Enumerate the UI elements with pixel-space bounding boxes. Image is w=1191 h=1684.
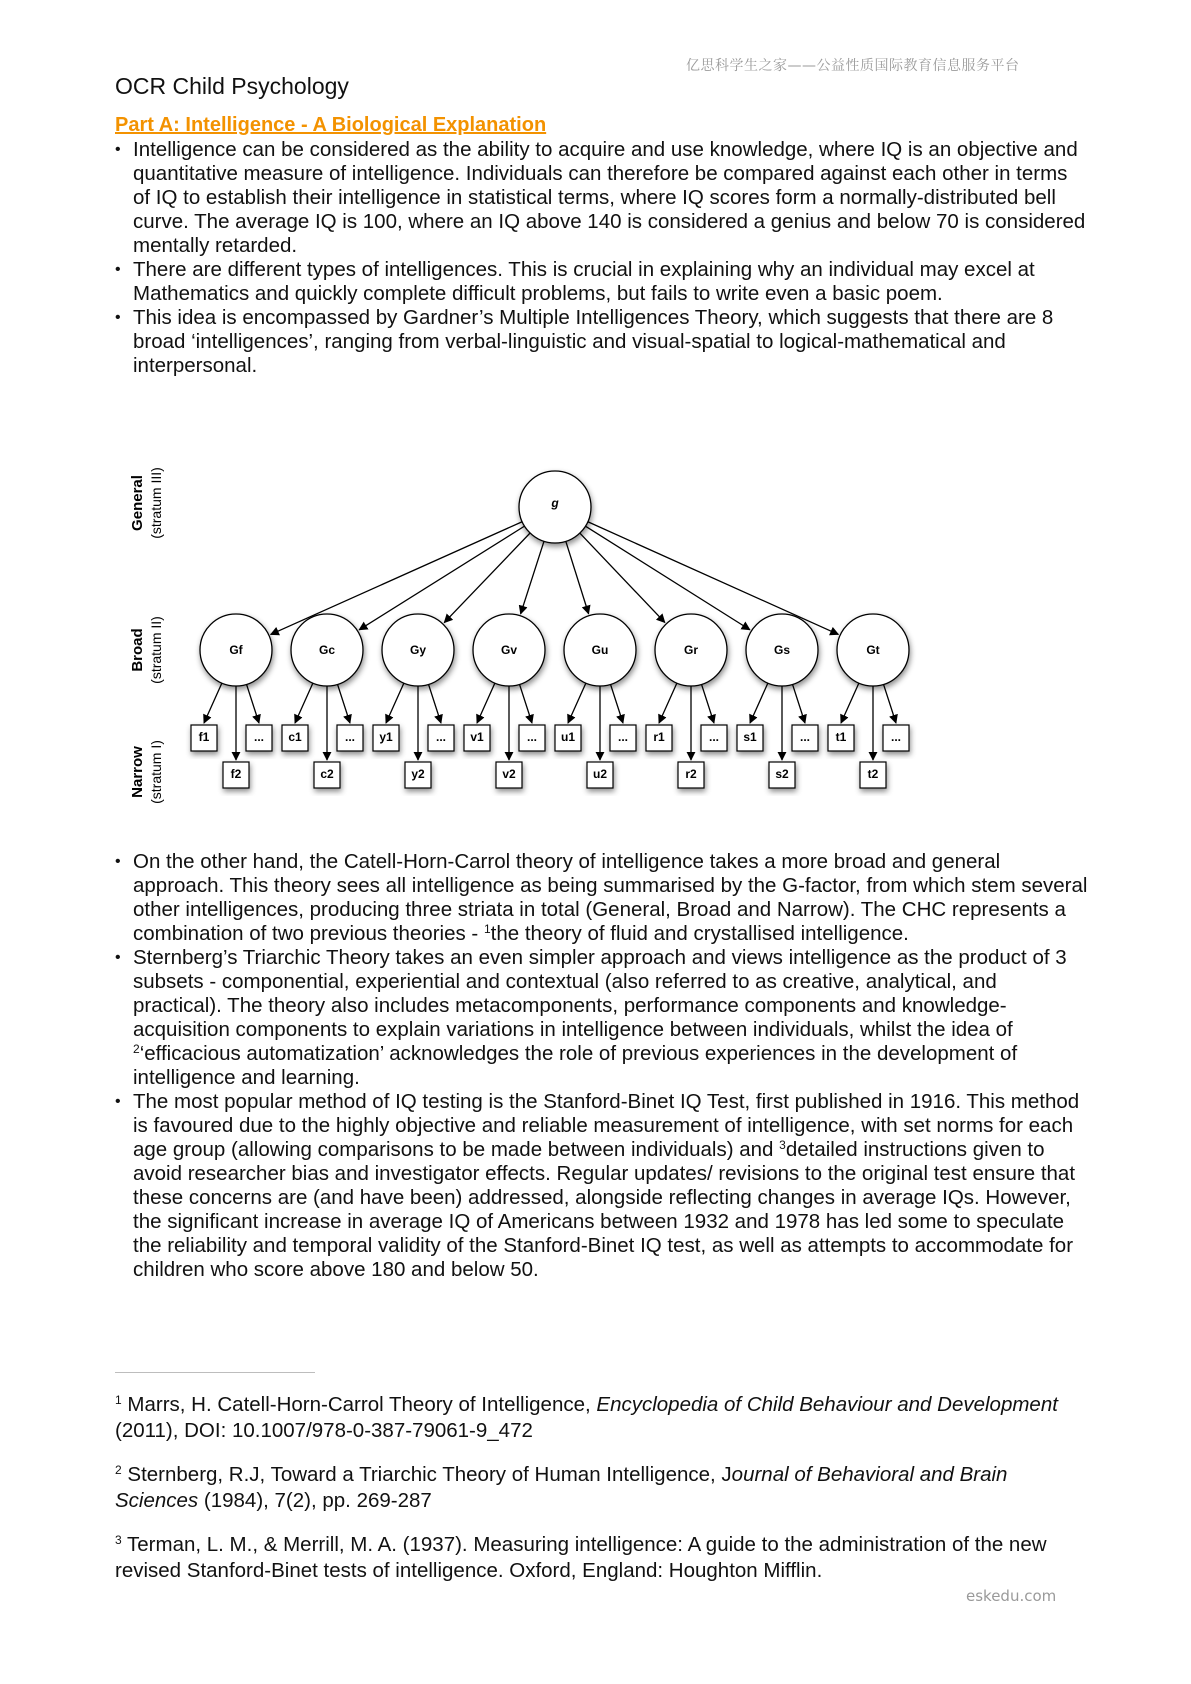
broad-node-label: Gr (683, 643, 699, 657)
narrow-node-label: f1 (198, 730, 210, 744)
broad-node-label: Gf (229, 643, 243, 657)
edge-Gv-to-narrow (520, 684, 532, 723)
narrow-node-label: r2 (685, 767, 697, 781)
edge-g-to-Gc (359, 526, 524, 630)
broad-node-label: Gy (409, 643, 427, 657)
stratum-narrow-label: Narrow (129, 746, 146, 798)
narrow-node-label: v1 (470, 730, 484, 744)
footnote-3 (115, 1532, 1095, 1584)
diagram-nodes (191, 471, 909, 788)
stratum-general-label: General (129, 475, 146, 531)
section-heading: Part A: Intelligence - A Biological Explanation (115, 114, 547, 136)
narrow-node-label: f2 (230, 767, 242, 781)
narrow-node-label: ... (708, 730, 720, 744)
narrow-node-label: v2 (502, 767, 516, 781)
edge-Gy-to-narrow (429, 684, 441, 723)
narrow-node-label: t2 (867, 767, 879, 781)
footnote-italic: ournal of Behavioral and Brain Sciences (115, 1463, 1008, 1512)
document-title: OCR Child Psychology (115, 73, 349, 99)
narrow-node-label: c1 (288, 730, 302, 744)
footnote-text: (2011), DOI: 10.1007/978-0-387-79061-9_472 (115, 1419, 533, 1442)
narrow-node-label: y1 (379, 730, 393, 744)
narrow-node-label: ... (435, 730, 447, 744)
narrow-node-label: ... (799, 730, 811, 744)
footnote-divider (115, 1372, 315, 1373)
edge-Gy-to-narrow (386, 683, 404, 723)
edge-Gc-to-narrow (338, 684, 350, 723)
broad-node-label: Gs (773, 643, 791, 657)
narrow-node-label: t1 (835, 730, 847, 744)
footnote-number: 2 (115, 1463, 122, 1477)
narrow-node-label: ... (344, 730, 356, 744)
footnote-text: Sternberg, R.J, Toward a Triarchic Theory of Human Intelligence, J (127, 1463, 732, 1486)
edge-Gv-to-narrow (477, 683, 495, 723)
footnote-ref: 1 (483, 922, 491, 936)
narrow-node-label: s2 (775, 767, 789, 781)
narrow-node-label: u1 (560, 730, 576, 744)
stratum-general-sub: (stratum III) (148, 467, 164, 539)
footnote-number: 3 (115, 1533, 122, 1547)
footnote-2 (115, 1462, 1095, 1514)
edge-g-to-Gr (580, 533, 665, 622)
broad-node-label: Gu (591, 643, 609, 657)
narrow-node-label: ... (617, 730, 629, 744)
bullet-text: ‘efficacious automatization’ acknowledges the role of previous experiences in the development of intelligence and learning. (133, 1042, 1018, 1089)
edge-Gt-to-narrow (841, 683, 859, 723)
edge-Gf-to-narrow (204, 683, 222, 723)
edge-g-to-Gv (521, 541, 544, 614)
narrow-node-label: u2 (592, 767, 608, 781)
edge-Gf-to-narrow (247, 684, 259, 723)
general-factor-label: g (551, 496, 559, 510)
narrow-node-label: s1 (743, 730, 757, 744)
narrow-node-label: ... (526, 730, 538, 744)
edge-Gc-to-narrow (295, 683, 313, 723)
footnote-ref: 3 (779, 1138, 786, 1152)
narrow-node-label: r1 (653, 730, 665, 744)
bullet-text: On the other hand, the Catell-Horn-Carrol theory of intelligence takes a more broad and general approach. This theory sees all intelligence as being summarised by the G-factor, from which stem several other intelligences, producing three striata in total (General, Broad and Narrow). The CHC represents a combination of two previous theories - (133, 850, 1088, 945)
edge-Gs-to-narrow (750, 683, 768, 723)
broad-node-label: Gv (500, 643, 518, 657)
watermark-footer: eskedu.com (966, 1587, 1057, 1605)
bullet-item: • This idea is encompassed by Gardner’s Multiple Intelligences Theory, which suggests that there are 8 broad ‘intelligences’, ranging from verbal-linguistic and visual-spatial to logical-mathematical and interpersonal. (115, 306, 1090, 378)
narrow-node-label: y2 (411, 767, 425, 781)
edge-g-to-Gu (566, 541, 589, 613)
footnote-text: Terman, L. M., & Merrill, M. A. (1937). Measuring intelligence: A guide to the administration of the new revised Stanford-Binet tests of intelligence. Oxford, England: Houghton Mifflin. (115, 1533, 1047, 1582)
broad-node-label: Gc (318, 643, 336, 657)
stratum-broad-sub: (stratum II) (148, 616, 164, 684)
bullet-item-sternberg (115, 946, 1090, 1090)
bullet-item-stanford-binet (115, 1090, 1090, 1282)
bullet-text: Sternberg’s Triarchic Theory takes an even simpler approach and views intelligence as the product of 3 subsets - componential, experiential and contextual (also referred to as creative, analytical, and practical). The theory also includes metacomponents, performance components and knowledge-acquisition components to explain variations in intelligence between individuals, whilst the idea of (133, 946, 1067, 1041)
footnote-ref: 2 (133, 1042, 140, 1056)
bullet-text: the theory of fluid and crystallised intelligence. (490, 922, 909, 945)
footnote-italic: Encyclopedia of Child Behaviour and Development (596, 1393, 1058, 1416)
stratum-narrow-sub: (stratum I) (148, 740, 164, 804)
watermark-header: 亿思科学生之家——公益性质国际教育信息服务平台 (686, 58, 1020, 74)
bullet-text: detailed instructions given to avoid researcher bias and investigator effects. Regular updates/ revisions to the original test ensure that these concerns are (and have been) addressed, alongside reflecting changes in average IQs. However, the significant increase in average IQ of Americans between 1932 and 1978 has led some to speculate the reliability and temporal validity of the Stanford-Binet IQ test, as well as attempts to accommodate for children who score above 180 and below 50. (133, 1138, 1076, 1281)
footnote-text: Marrs, H. Catell-Horn-Carrol Theory of Intelligence, (127, 1393, 597, 1416)
edge-Gr-to-narrow (659, 683, 677, 723)
narrow-node-label: ... (253, 730, 265, 744)
bullet-text: The most popular method of IQ testing is the Stanford-Binet IQ Test, first published in 1916. This method is favoured due to the highly objective and reliable measurement of intelligence, with set norms for each age group (allowing comparisons to be made between individuals) and (133, 1090, 1080, 1161)
edge-g-to-Gy (444, 533, 530, 623)
bullet-item: • Intelligence can be considered as the ability to acquire and use knowledge, where IQ is an objective and quantitative measure of intelligence. Individuals can therefore be compared against each other in terms of IQ to establish their intelligence in statistical terms, where IQ scores form a normally-distributed bell curve. The average IQ is 100, where an IQ above 140 is considered a genius and below 70 is considered mentally retarded. (115, 138, 1090, 258)
edge-Gt-to-narrow (884, 684, 896, 723)
footnote-text: (1984), 7(2), pp. 269-287 (198, 1489, 432, 1512)
edge-Gr-to-narrow (702, 684, 714, 723)
footnote-number: 1 (115, 1393, 122, 1407)
edge-Gu-to-narrow (611, 684, 623, 723)
bullet-list-theories (115, 850, 1090, 1282)
edge-g-to-Gf (271, 522, 522, 635)
edge-g-to-Gs (585, 526, 749, 630)
footnote-1 (115, 1392, 1095, 1444)
edge-Gs-to-narrow (793, 684, 805, 723)
bullet-list-intro (115, 138, 1090, 378)
broad-node-label: Gt (866, 643, 880, 657)
narrow-node-label: ... (890, 730, 902, 744)
chc-hierarchy-diagram (115, 455, 935, 815)
bullet-item: • There are different types of intelligences. This is crucial in explaining why an individual may excel at Mathematics and quickly complete difficult problems, but fails to write even a basic poem. (115, 258, 1090, 306)
stratum-broad-label: Broad (129, 628, 146, 672)
edge-Gu-to-narrow (568, 683, 586, 723)
narrow-node-label: c2 (320, 767, 334, 781)
bullet-item-chc (115, 850, 1090, 946)
edge-g-to-Gt (588, 522, 839, 635)
